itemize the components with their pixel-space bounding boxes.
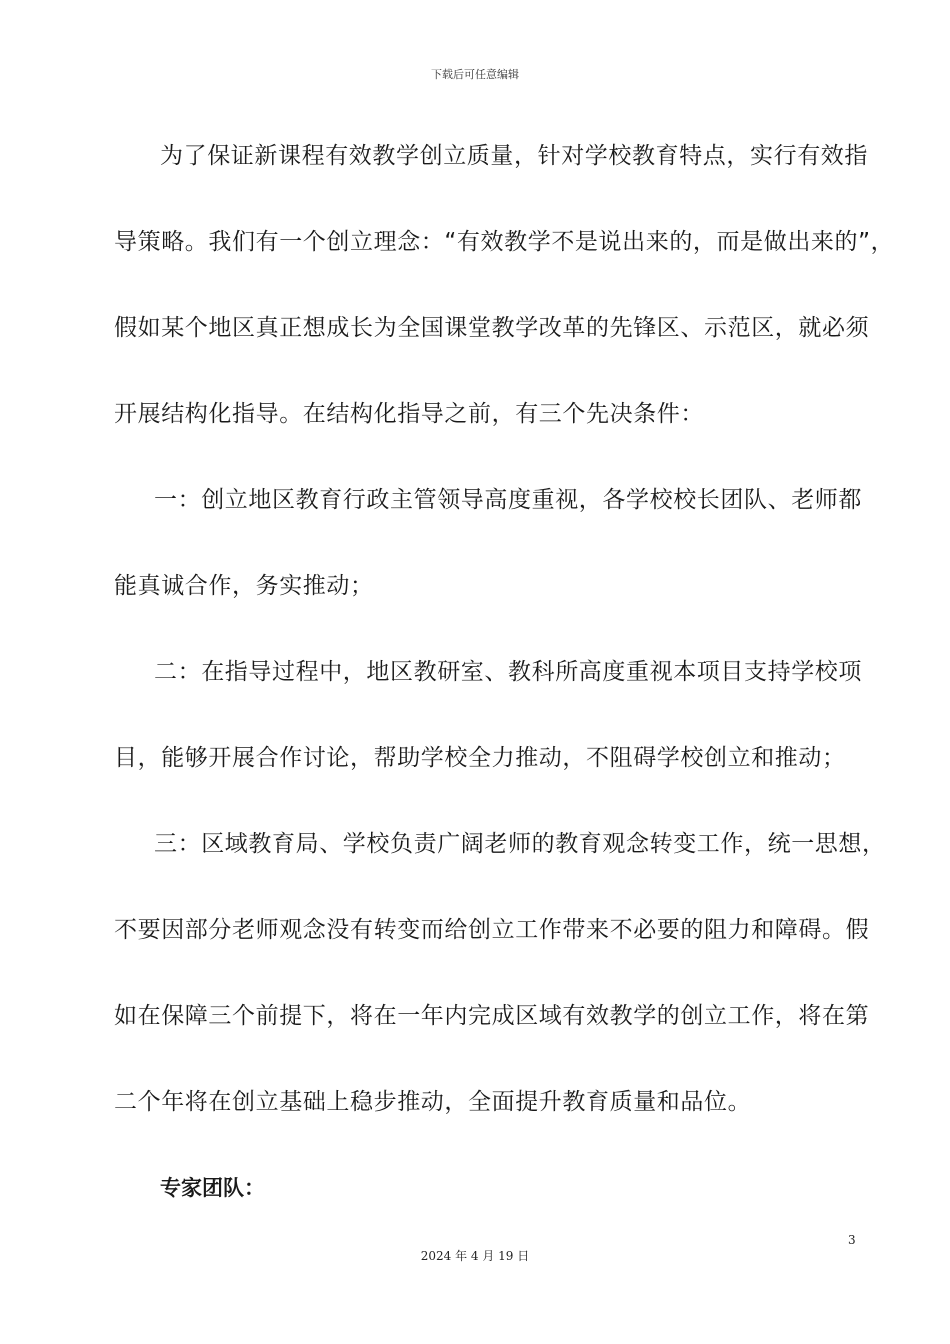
page-number: 3 (848, 1233, 856, 1247)
document-body (114, 134, 895, 1226)
paragraph-line: 二：在指导过程中，地区教研室、教科所高度重视本项目支持学校项 (154, 659, 862, 685)
page-header: 下载后可任意编辑 (431, 68, 519, 81)
paragraph-line: 三：区域教育局、学校负责广阔老师的教育观念转变工作，统一思想， (154, 831, 886, 857)
footer-date: 2024 年 4 月 19 日 (420, 1249, 530, 1263)
paragraph-line: 二个年将在创立基础上稳步推动，全面提升教育质量和品位。 (114, 1089, 752, 1115)
paragraph-line: 开展结构化指导。在结构化指导之前，有三个先决条件： (114, 401, 704, 427)
section-heading: 专家团队： (160, 1176, 265, 1200)
paragraph-line: 目，能够开展合作讨论，帮助学校全力推动，不阻碍学校创立和推动； (114, 745, 846, 771)
paragraph-line: 能真诚合作，务实推动； (114, 573, 374, 599)
paragraph-line: 如在保障三个前提下，将在一年内完成区域有效教学的创立工作，将在第 (114, 1003, 870, 1029)
paragraph-line: 假如某个地区真正想成长为全国课堂教学改革的先锋区、示范区，就必须 (114, 315, 870, 341)
paragraph-line: 导策略。我们有一个创立理念：“有效教学不是说出来的，而是做出来的”， (114, 229, 895, 255)
paragraph-line: 为了保证新课程有效教学创立质量，针对学校教育特点，实行有效指 (160, 143, 868, 169)
paragraph-line: 不要因部分老师观念没有转变而给创立工作带来不必要的阻力和障碍。假 (114, 917, 870, 943)
paragraph-line: 一：创立地区教育行政主管领导高度重视，各学校校长团队、老师都 (154, 487, 862, 513)
